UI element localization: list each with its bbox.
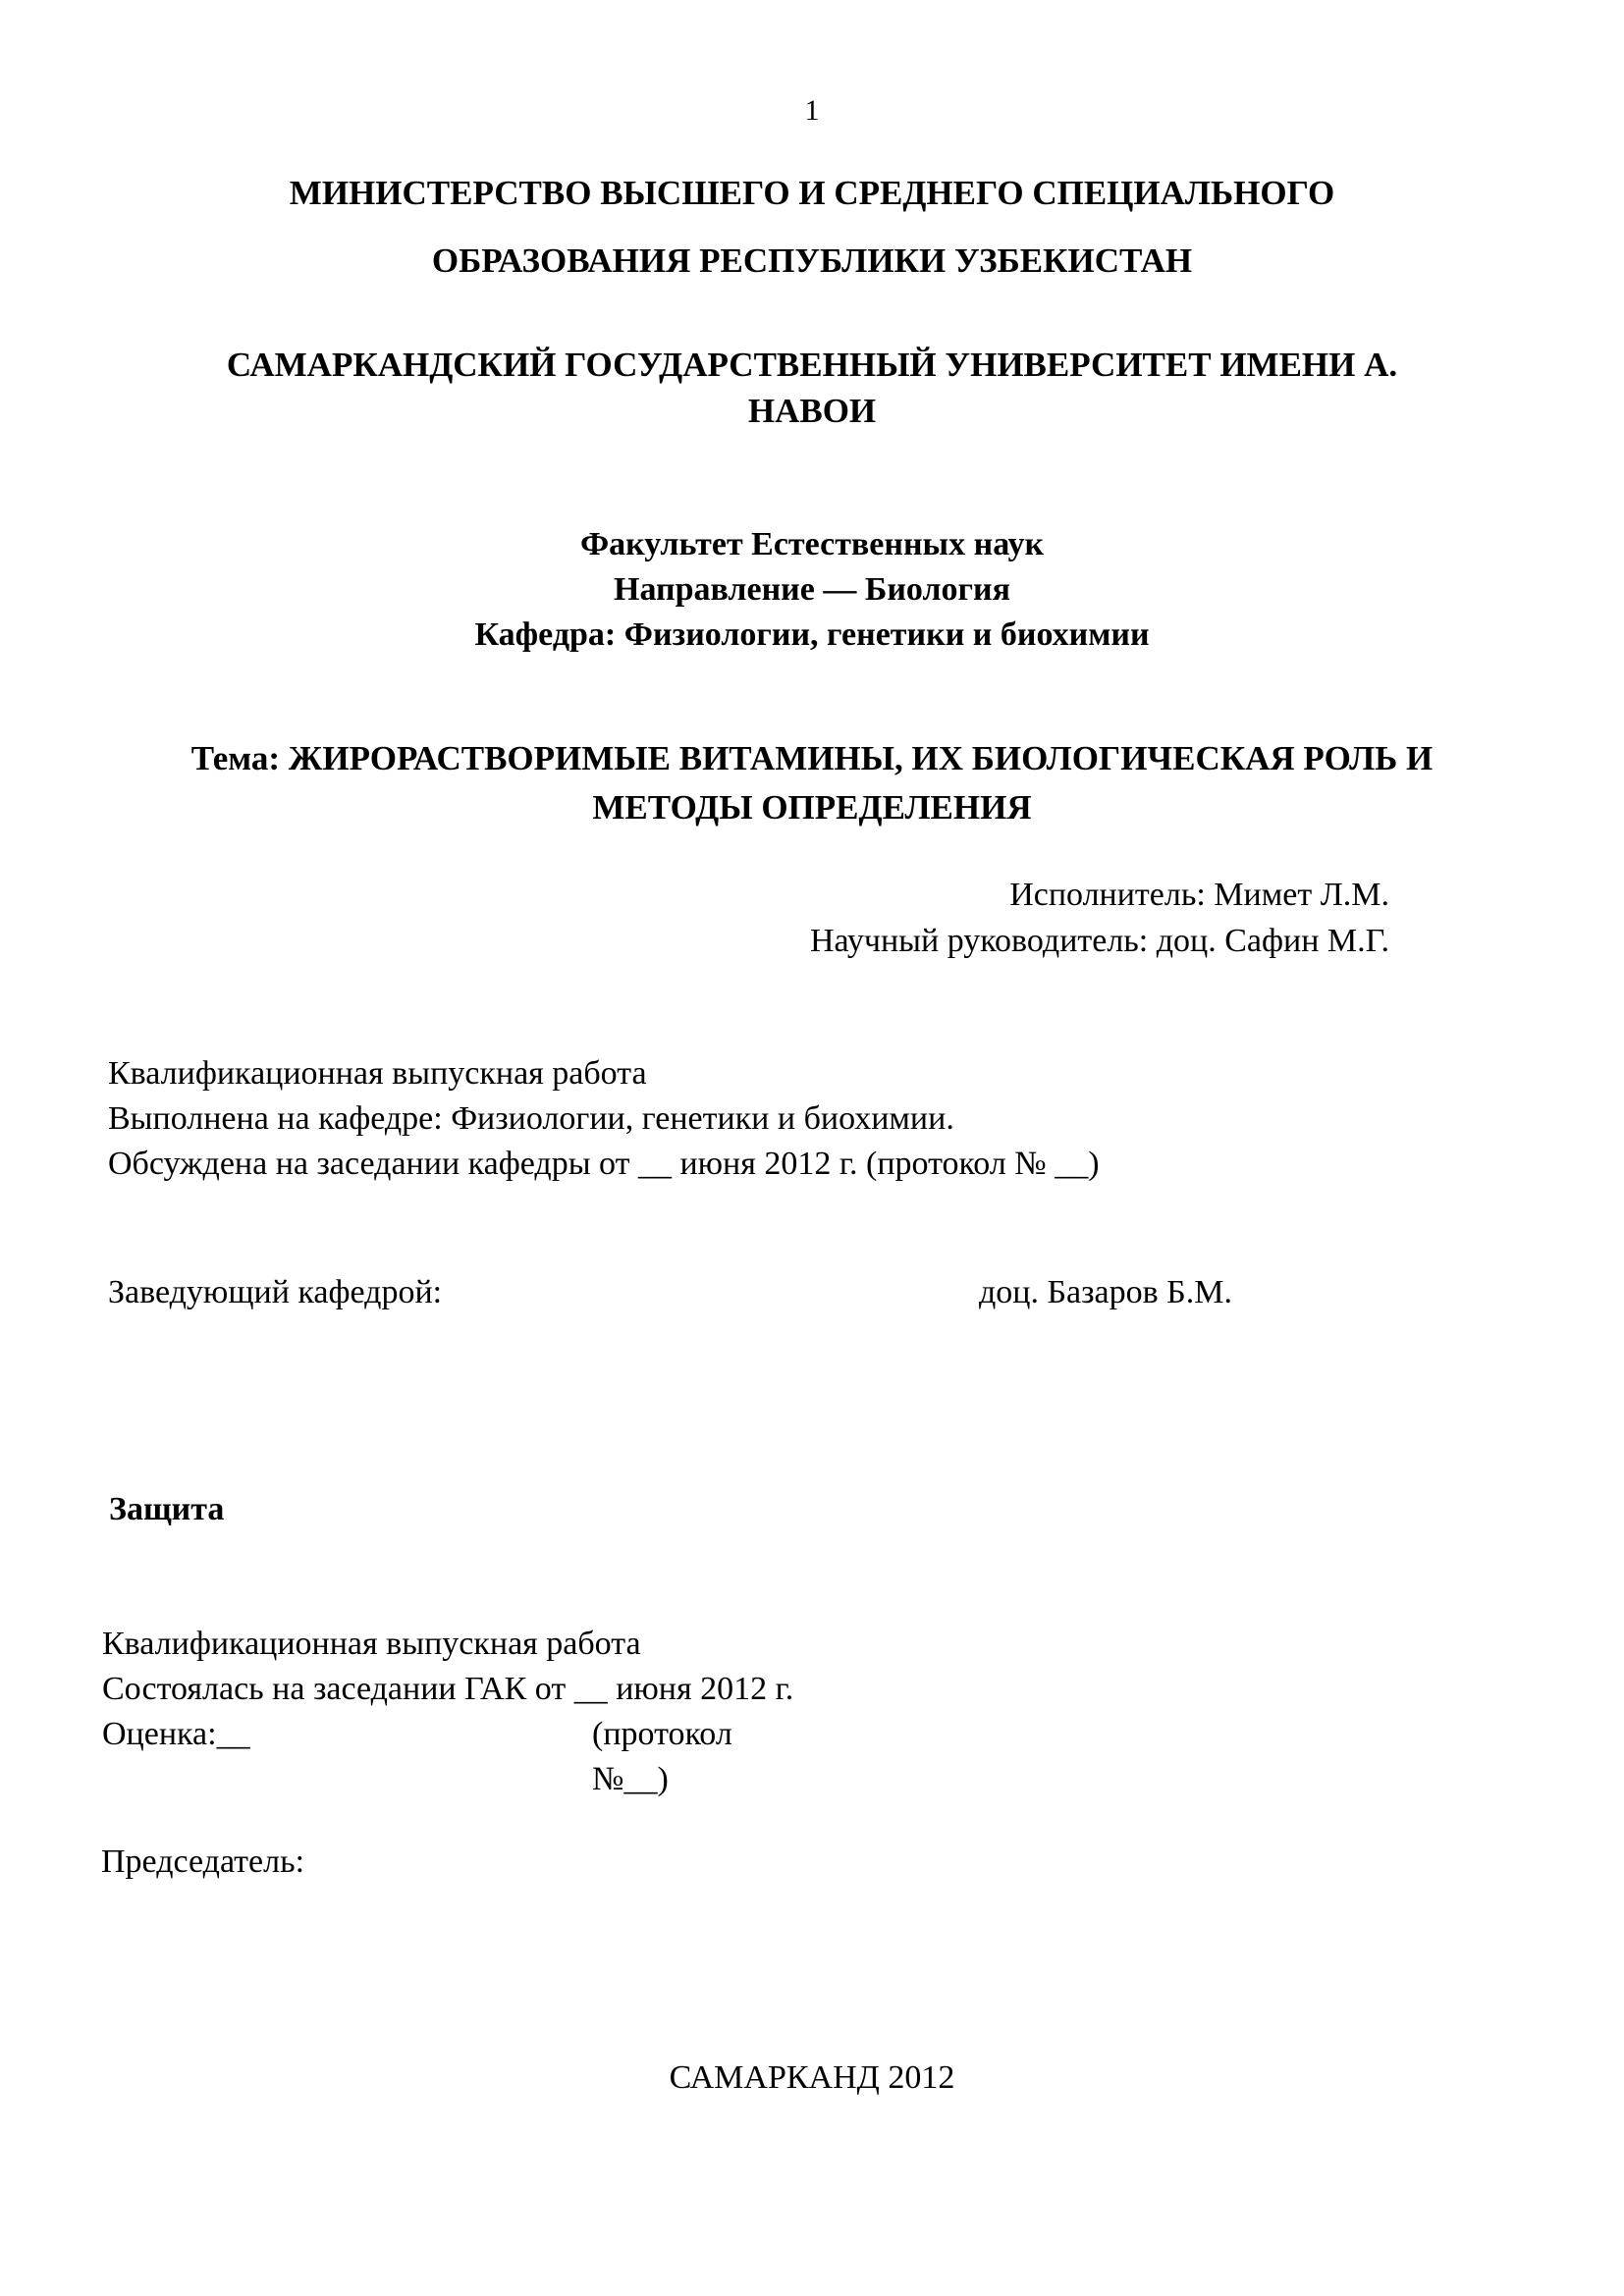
qualification-line-2: Выполнена на кафедре: Физиологии, генетики и биохимии. [108, 1100, 954, 1137]
defense-block [102, 1622, 794, 1797]
chairman-label: Председатель: [101, 1843, 305, 1880]
ministry-heading [0, 159, 1624, 294]
people-block [810, 872, 1389, 964]
executor-line: Исполнитель: Мимет Л.М. [1009, 877, 1389, 913]
defense-heading: Защита [109, 1491, 225, 1527]
head-of-department-name: доц. Базаров Б.М. [979, 1274, 1232, 1310]
head-of-department-line [108, 1274, 1624, 1319]
head-of-department-label: Заведующий кафедрой: [108, 1274, 443, 1310]
university-line-2: НАВОИ [747, 392, 877, 430]
protocol-ref: (протокол №__) [592, 1716, 732, 1797]
topic-line-2: МЕТОДЫ ОПРЕДЕЛЕНИЯ [592, 788, 1032, 827]
faculty-line: Факультет Естественных наук [579, 526, 1045, 562]
topic-line-1: Тема: ЖИРОРАСТВОРИМЫЕ ВИТАМИНЫ, ИХ БИОЛОГИЧЕСКАЯ РОЛЬ И [190, 739, 1434, 777]
grade-line [102, 1712, 793, 1797]
footer-city-year: САМАРКАНД 2012 [669, 2059, 955, 2096]
defense-line-2: Состоялась на заседании ГАК от __ июня 2012 г. [102, 1671, 794, 1707]
ministry-line-1: МИНИСТЕРСТВО ВЫСШЕГО И СРЕДНЕГО СПЕЦИАЛЬНОГО [289, 174, 1335, 212]
qualification-line-1: Квалификационная выпускная работа [108, 1055, 647, 1092]
direction-line: Направление — Биология [614, 571, 1010, 608]
topic-heading [0, 734, 1624, 832]
university-line-1: САМАРКАНДСКИЙ ГОСУДАРСТВЕННЫЙ УНИВЕРСИТЕТ ИМЕНИ А. [226, 346, 1398, 384]
university-heading [0, 342, 1624, 434]
affiliation-block [0, 522, 1624, 658]
qualification-line-3: Обсуждена на заседании кафедры от __ июня 2012 г. (протокол № __) [108, 1146, 1100, 1182]
defense-line-1: Квалификационная выпускная работа [102, 1626, 641, 1662]
grade-label: Оценка:__ [102, 1716, 250, 1752]
supervisor-line: Научный руководитель: доц. Сафин М.Г. [809, 923, 1389, 959]
ministry-line-2: ОБРАЗОВАНИЯ РЕСПУБЛИКИ УЗБЕКИСТАН [431, 241, 1193, 280]
department-line: Кафедра: Физиологии, генетики и биохимии [474, 616, 1150, 653]
page-number: 1 [804, 94, 820, 127]
qualification-block [108, 1051, 1100, 1187]
